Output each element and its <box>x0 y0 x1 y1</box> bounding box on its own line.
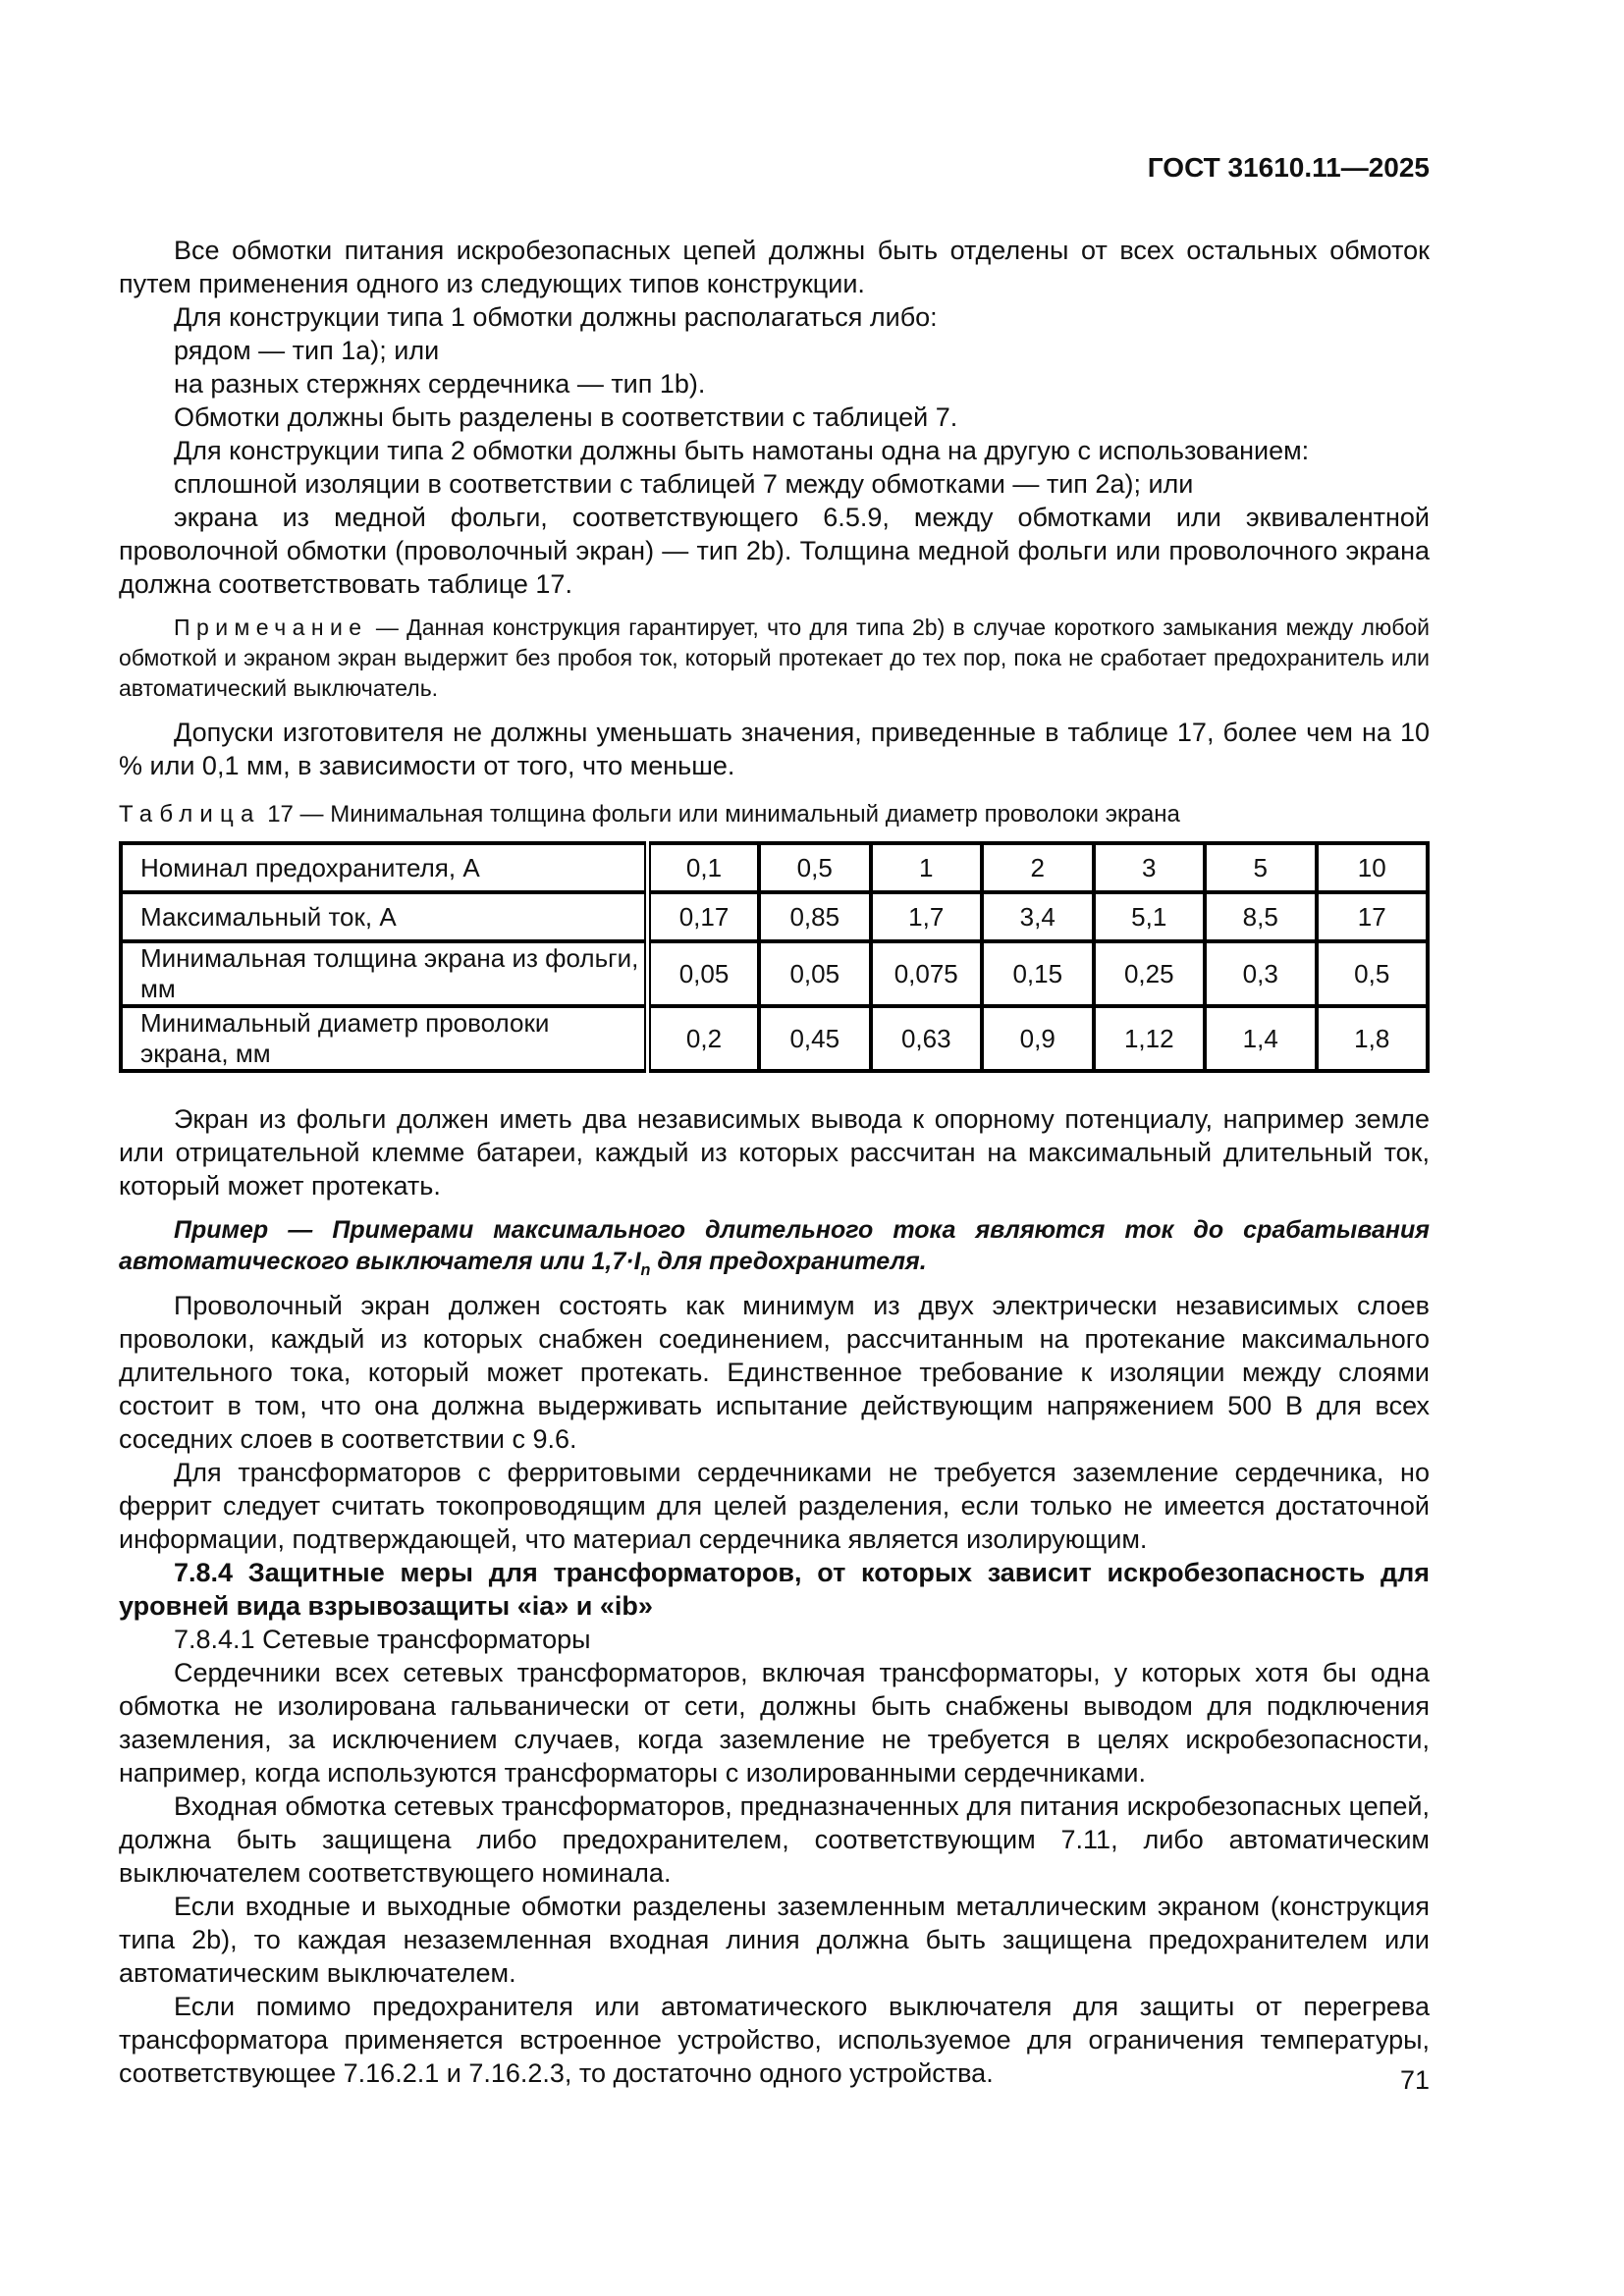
table-row <box>121 892 1428 941</box>
paragraph: Для конструкции типа 1 обмотки должны располагаться либо: <box>174 302 938 332</box>
table-cell-value: 0,075 <box>871 941 983 1006</box>
paragraph: Если входные и выходные обмотки разделены заземленным металлическим экраном (конструкция типа 2b), то каждая незаземленная входная линия должна быть защищена предохранителем или автоматическим выключателем. <box>119 1892 1430 1988</box>
table-cell-value: 0,63 <box>871 1006 983 1071</box>
table-cell-value: 0,5 <box>1317 941 1429 1006</box>
table-cell-value: 1,8 <box>1317 1006 1429 1071</box>
page-content <box>119 0 1430 2090</box>
table-caption-label: Таблица <box>119 801 261 828</box>
table-cell-value: 0,5 <box>759 843 871 892</box>
table-cell-value: 0,85 <box>759 892 871 941</box>
paragraph: Экран из фольги должен иметь два независимых вывода к опорному потенциалу, например земле или отрицательной клемме батареи, каждый из которых рассчитан на максимальный длительный ток, который может протекать. <box>119 1104 1430 1201</box>
table-cell-value: 0,9 <box>982 1006 1094 1071</box>
paragraph: Для конструкции типа 2 обмотки должны быть намотаны одна на другую с использованием: <box>174 436 1310 465</box>
table-cell-value: 1,12 <box>1094 1006 1206 1071</box>
paragraph: экрана из медной фольги, соответствующего 6.5.9, между обмотками или эквивалентной проволочной обмотки (проволочный экран) — тип 2b). Толщина медной фольги или проволочного экрана должна соответствовать таблице 17. <box>119 503 1430 599</box>
paragraph: Допуски изготовителя не должны уменьшать значения, приведенные в таблице 17, более чем на 10 % или 0,1 мм, в зависимости от того, что меньше. <box>119 718 1430 780</box>
table-row <box>121 1006 1428 1071</box>
paragraph: Для трансформаторов с ферритовыми сердечниками не требуется заземление сердечника, но феррит следует считать токопроводящим для целей разделения, если только не имеется достаточной информации, подтверждающей, что материал сердечника является изолирующим. <box>119 1458 1430 1554</box>
table-cell-value: 0,05 <box>648 941 760 1006</box>
table-cell-label: Минимальный диаметр проволоки экрана, мм <box>121 1006 648 1071</box>
table-cell-value: 0,45 <box>759 1006 871 1071</box>
table-cell-value: 1,7 <box>871 892 983 941</box>
example <box>119 1214 1430 1277</box>
example-subscript: n <box>640 1261 651 1279</box>
note <box>119 613 1430 704</box>
table-cell-value: 10 <box>1317 843 1429 892</box>
table-cell-value: 0,1 <box>648 843 760 892</box>
table-cell-value: 1 <box>871 843 983 892</box>
paragraph: Все обмотки питания искробезопасных цепей должны быть отделены от всех остальных обмоток путем применения одного из следующих типов конструкции. <box>119 236 1430 298</box>
table-cell-value: 3,4 <box>982 892 1094 941</box>
paragraph: Проволочный экран должен состоять как минимум из двух электрически независимых слоев проволоки, каждый из которых снабжен соединением, рассчитанным на протекание максимального длительного тока, который может протекать. Единственное требование к изоляции между слоями состоит в том, что она должна выдерживать испытание действующим напряжением 500 В для всех соседних слоев в соответствии с 9.6. <box>119 1291 1430 1454</box>
section-heading: 7.8.4 Защитные меры для трансформаторов, от которых зависит искробезопасность для уровней вида взрывозащиты «ia» и «ib» <box>119 1558 1430 1621</box>
page-number: 71 <box>1399 2065 1430 2095</box>
table-cell-value: 17 <box>1317 892 1429 941</box>
table-caption-text: 17 — Минимальная толщина фольги или минимальный диаметр проволоки экрана <box>267 801 1180 828</box>
table-row <box>121 941 1428 1006</box>
note-label: Примечание <box>174 614 368 640</box>
paragraph: рядом — тип 1a); или <box>174 336 440 365</box>
paragraph: Обмотки должны быть разделены в соответствии с таблицей 7. <box>174 402 958 432</box>
table-cell-value: 3 <box>1094 843 1206 892</box>
table-cell-value: 0,05 <box>759 941 871 1006</box>
table-cell-value: 0,25 <box>1094 941 1206 1006</box>
table-cell-label: Номинал предохранителя, А <box>121 843 648 892</box>
subsection-heading: 7.8.4.1 Сетевые трансформаторы <box>174 1625 591 1654</box>
table-cell-value: 8,5 <box>1205 892 1317 941</box>
table-caption <box>119 800 1430 829</box>
table-cell-label: Минимальная толщина экрана из фольги, мм <box>121 941 648 1006</box>
table-cell-value: 1,4 <box>1205 1006 1317 1071</box>
table-cell-value: 2 <box>982 843 1094 892</box>
note-text: — Данная конструкция гарантирует, что для типа 2b) в случае короткого замыкания между любой обмоткой и экраном экран выдержит без пробоя ток, который протекает до тех пор, пока не сработает предохранитель или автоматический выключатель. <box>119 614 1431 701</box>
paragraph: Если помимо предохранителя или автоматического выключателя для защиты от перегрева трансформатора применяется встроенное устройство, используемое для ограничения температуры, соответствующее 7.16.2.1 и 7.16.2.3, то достаточно одного устройства. <box>119 1992 1430 2088</box>
table-cell-value: 5 <box>1205 843 1317 892</box>
paragraph: Сердечники всех сетевых трансформаторов, включая трансформаторы, у которых хотя бы одна обмотка не изолирована гальванически от сети, должны быть снабжены выводом для подключения заземления, за исключением случаев, когда заземление не требуется в целях искробезопасности, например, когда используются трансформаторы с изолированными сердечниками. <box>119 1658 1430 1788</box>
paragraph: сплошной изоляции в соответствии с таблицей 7 между обмотками — тип 2а); или <box>174 469 1194 499</box>
table-cell-value: 0,3 <box>1205 941 1317 1006</box>
table-cell-value: 0,15 <box>982 941 1094 1006</box>
table-cell-value: 5,1 <box>1094 892 1206 941</box>
table-cell-value: 0,17 <box>648 892 760 941</box>
example-text-after: для предохранителя. <box>650 1248 927 1275</box>
paragraph: Входная обмотка сетевых трансформаторов, предназначенных для питания искробезопасных цепей, должна быть защищена либо предохранителем, соответствующим 7.11, либо автоматическим выключателем соответствующего номинала. <box>119 1791 1430 1888</box>
table-cell-label: Максимальный ток, А <box>121 892 648 941</box>
example-text: Пример — Примерами максимального длительного тока являются ток до срабатывания автоматического выключателя или 1,7·I <box>119 1216 1430 1275</box>
table-cell-value: 0,2 <box>648 1006 760 1071</box>
paragraph: на разных стержнях сердечника — тип 1b). <box>174 369 706 399</box>
table-17 <box>119 841 1430 1073</box>
table-row <box>121 843 1428 892</box>
page-header: ГОСТ 31610.11—2025 <box>1147 152 1430 183</box>
